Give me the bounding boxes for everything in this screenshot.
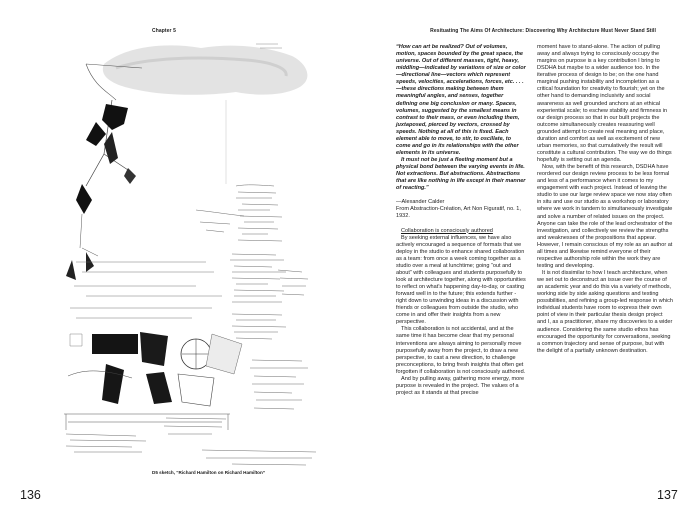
section-subheading: Collaboration is consciously authored — [401, 227, 493, 234]
body-paragraph-2: This collaboration is not accidental, and at the same time it has become clear that my personal interventions are always aiming to personally move purposefully away from the project, to draw a new perspective, to cast a new direction, to challenge preconceptions, to bring fresh insights that often get forgotten if collaboration is not consciously authored. — [396, 326, 526, 375]
handwritten-notes-icon — [66, 185, 316, 465]
calder-mobile-sketch-icon — [66, 44, 307, 280]
body-paragraph-4: moment have to stand-alone. The action of pulling away and always trying to consciously occupy the margins on purpose is a key contribution I bring to DSDHA but maybe to a wider audience too. In the iterative process of design to be; on the one hand marginal pushing instability and incompletion as a critical foundation for creativity to flourish; yet on the other hand to demanding inclusivity and social awareness as well grounded anchors at an ethical experiential scale; to eschew stability and firmness in our design process so that in our built projects the outcome simultaneously creates reassuring well grounded attempt to create real meaning and place, duration and comfort as well as excitement of new urban memories, so that cumulatively the result will constitute a cultural contribution. The way we do things hopefully is setting out an agenda. — [537, 44, 672, 163]
chapter-label: Chapter 5 — [152, 28, 176, 34]
page-number-left: 136 — [20, 488, 41, 502]
running-title: Resituating The Aims Of Architecture: Discovering Why Architecture Must Never Stand Still — [430, 28, 656, 34]
quote-paragraph-1: “How can art be realized? Out of volumes, motion, spaces bounded by the great space, the universe. Out of different masses, tight, heavy, middling—indicated by variations of size or color—directional line—vectors which represent speeds, velocities, accelerations, forces, etc. . . .—these directions making between them meaningful angles, and senses, together defining one big conclusion or many. Spaces, volumes, suggested by the smallest means in contrast to their mass, or even including them, juxtaposed, pierced by vectors, crossed by speeds. Nothing at all of this is fixed. Each element able to move, to stir, to oscillate, to come and go in its relationships with the other elements in its universe. — [396, 44, 526, 156]
body-paragraph-5: Now, with the benefit of this research, DSDHA have reordered our design review process to be less formal and less of a performance when it comes to my engagement with each project. Instead of leaving the studio to use our large review space we now stay often in situ and use our studio as a workshop or laboratory where we work in tandem to simultaneously investigate and solve a number of related issues on the project. Anyone can take the role of the lead orchestrator of the investigation, and collectively we review the strengths and weaknesses of the propositions that appear. However, I remain conscious of my role as an author at all times and likewise remind everyone of their respective authorship role within the work they are testing and developing. — [537, 164, 673, 269]
text-column-left — [396, 44, 526, 397]
quote-attribution-source: From Abstraction-Création, Art Non Figuratif, no. 1, 1932. — [396, 206, 521, 220]
quote-paragraph-2: It must not be just a fleeting moment but a physical bond between the varying events in life. Not extractions. But abstractions. Abstractions that are like nothing in life except in their manner of reacting.” — [396, 157, 526, 192]
body-paragraph-1: By seeking external influences, we have also actively encouraged a sequence of formats that we deploy in the studio to enhance shared collaboration as a team: from once a week coming together as a studio over a meal at lunchtime; going “out and about” with colleagues and students purposefully to look at architecture together, along with opportunities to reflect on what’s happening day-to-day, or casting forward well in to the future; this extends further - right down to unwinding ideas in a discussion with friends or colleagues from outside the studio, who come in and offer their insights from a new perspective. — [396, 234, 526, 326]
body-paragraph-6: It is not dissimilar to how I teach architecture, when we set out to deconstruct an issue over the course of an academic year and do this via a variety of methods, working side by side asking questions and testing possibilities, and refining a group-led response in which individual students have room to express their own point of view in their particular thesis design project and I, as a practitioner, share my discoveries to a wider audience. Considering the same studio ethos has encouraged the opportunity for conversations, seeking a common trajectory and sense of purpose, but with the delight of a partially unknown destination. — [537, 270, 673, 354]
page-number-right: 137 — [657, 488, 678, 502]
figure-sketch — [46, 34, 332, 471]
quote-attribution-author: —Alexander Calder — [396, 199, 445, 206]
text-column-right — [537, 44, 673, 355]
annotated-machine-sketch-icon — [64, 262, 242, 430]
body-paragraph-3: And by pulling away, gathering more energy, more purpose is revealed in the project. The values of a project as it stands at that precise — [396, 375, 525, 396]
figure-caption: D5 sketch, “Richard Hamilton on Richard Hamilton” — [152, 470, 266, 475]
